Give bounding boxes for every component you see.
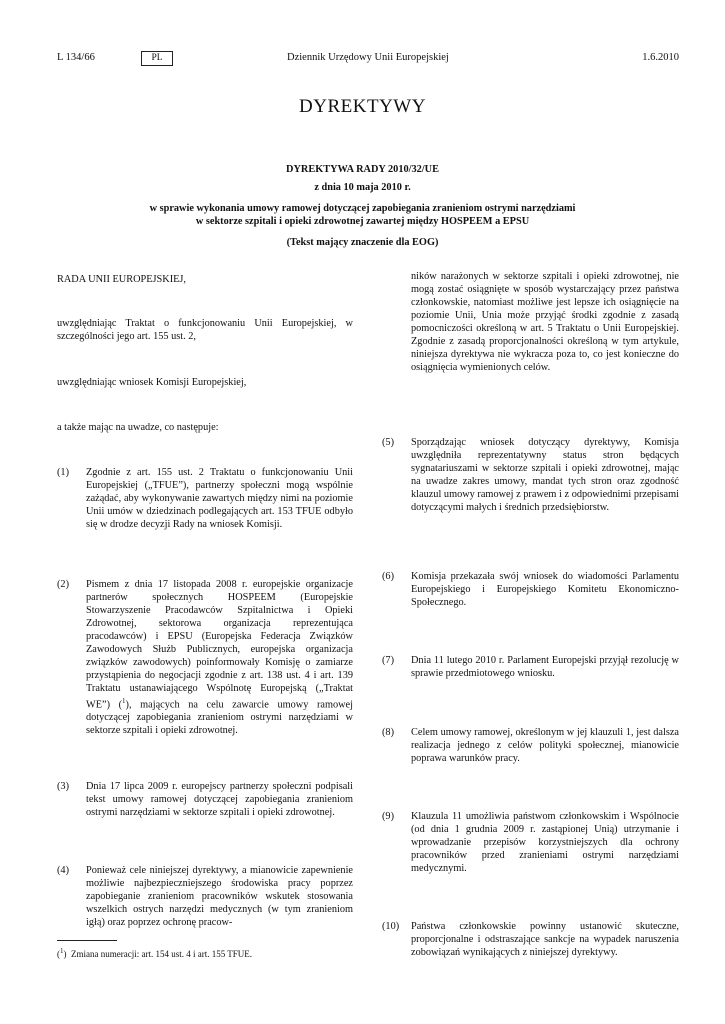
recital-5 xyxy=(382,436,679,514)
recital-text xyxy=(86,578,353,737)
recital-text: Klauzula 11 umożliwia państwom członkowskim i Wspólnocie (od dnia 1 grudnia 2009 r. zastąpionej Unią) utrzymanie i wprowadzanie przepisów korzystniejszych dla ochrony pracowników przed zranieniami ostrymi narzędziami medycznymi. xyxy=(411,811,679,874)
recital-text: Zgodnie z art. 155 ust. 2 Traktatu o funkcjonowaniu Unii Europejskiej („TFUE”), partnerzy społeczni mogą wspólnie zażądać, aby wykonywanie zawartych między nimi na poziomie Unii umów w dziedzinach podlegających art. 153 TFUE odbyło się w drodze decyzji Rady na wniosek Komisji. xyxy=(86,467,353,530)
recital-text-part: ), mających na celu zawarcie umowy ramowej dotyczącej zapobiegania zranieniom ostrymi narzędziami w sektorze szpitali i opieki zdrowotnej. xyxy=(86,699,353,737)
directive-subject-line-1: w sprawie wykonania umowy ramowej dotyczącej zapobiegania zranieniom ostrymi narzędziami xyxy=(149,203,576,214)
eea-relevance-note: (Tekst mający znaczenie dla EOG) xyxy=(286,237,439,248)
recital-text: Sporządzając wniosek dotyczący dyrektywy, Komisja uwzględniła reprezentatywny status stron będących sygnatariuszami w sektorze szpitali i opieki zdrowotnej, mając na uwadze zakres umowy, mandat tych stron oraz zgodność klauzul umowy ramowej z prawem i z odpowiednimi przepisami dotyczącymi małych i średnich przedsiębiorstw. xyxy=(411,437,679,513)
recital-text: Celem umowy ramowej, określonym w jej klauzuli 1, jest dalsza realizacja jednego z celów polityki społecznej, mianowicie poprawa warunków pracy. xyxy=(411,727,679,764)
recital-number: (3) xyxy=(57,781,70,792)
recital-number: (8) xyxy=(382,727,395,738)
recital-number: (4) xyxy=(57,865,70,876)
recital-10 xyxy=(382,920,679,959)
recital-text: Dnia 11 lutego 2010 r. Parlament Europejski przyjął rezolucję w sprawie przedmiotowego wniosku. xyxy=(411,655,679,679)
directive-date: z dnia 10 maja 2010 r. xyxy=(314,182,411,193)
footnote-text: Zmiana numeracji: art. 154 ust. 4 i art. 155 TFUE. xyxy=(71,949,253,959)
recital-4 xyxy=(57,864,353,929)
directive-subject-line-2: w sektorze szpitali i opieki zdrowotnej zawartej między HOSPEEM a EPSU xyxy=(195,216,530,227)
recital-number: (1) xyxy=(57,467,70,478)
recital-text: Dnia 17 lipca 2009 r. europejscy partnerzy społeczni podpisali tekst umowy ramowej dotyczącej zapobiegania zranieniom ostrymi narzędziami w sektorze szpitali i opieki zdrowotnej. xyxy=(86,781,353,818)
recital-text: Ponieważ cele niniejszej dyrektywy, a mianowicie zapewnienie możliwie najbezpieczniejszego środowiska pracy poprzez zapobieganie zranieniom pracowników wskutek stosowania wszelkich ostrych narzędzi medycznych (w tym zranieniom igłą) oraz poprzez ochronę pracow- xyxy=(86,865,353,928)
footnote-reference: 1 xyxy=(122,697,126,705)
recital-treaty: uwzględniając Traktat o funkcjonowaniu Unii Europejskiej, w szczególności jego art. 155 ust. 2, xyxy=(57,318,353,342)
right-column xyxy=(382,270,679,970)
language-badge: PL xyxy=(141,51,173,66)
whereas-intro: a także mając na uwadze, co następuje: xyxy=(57,422,219,433)
recital-7 xyxy=(382,654,679,680)
footnote: ($^1$) Zmiana numeracji: art. 154 ust. 4 i art. 155 TFUE. xyxy=(57,947,253,959)
council-heading: RADA UNII EUROPEJSKIEJ, xyxy=(57,274,187,285)
recital-4-continued xyxy=(382,270,679,374)
recital-2 xyxy=(57,578,353,737)
section-title: DYREKTYWY xyxy=(299,96,426,117)
recital-number: (5) xyxy=(382,437,395,448)
page-header xyxy=(57,52,679,68)
recital-number: (9) xyxy=(382,811,395,822)
recital-text-part: Pismem z dnia 17 listopada 2008 r. europejskie organizacje partnerów społecznych HOSPEEM (Europejskie Stowarzyszenie Pracodawców Szpitalnictwa i Opieki Zdrowotnej, sektorowa organizacja reprezentująca pracodawców) i EPSU (Europejska Federacja Związków Zawodowych Służb Publicznych, europejska organizacja związków zawodowych) poinformowały Komisję o zamiarze przystąpienia do negocjacji zgodnie z art. 138 ust. 4 i art. 139 Traktatu ustanawiającego Wspólnotę Europejską („Traktat WE”) ( xyxy=(86,579,353,711)
recital-1 xyxy=(57,466,353,531)
recital-text: Państwa członkowskie powinny ustanowić skuteczne, proporcjonalne i odstraszające sankcje na wypadek naruszenia zobowiązań wynikających z niniejszej dyrektywy. xyxy=(411,921,679,958)
page-reference: L 134/66 xyxy=(57,52,95,63)
footnote-mark: 1 xyxy=(60,947,64,955)
recital-number: (6) xyxy=(382,571,395,582)
recital-number: (10) xyxy=(382,921,400,932)
recital-proposal: uwzględniając wniosek Komisji Europejskiej, xyxy=(57,377,247,388)
directive-name: DYREKTYWA RADY 2010/32/UE xyxy=(286,164,439,175)
left-column xyxy=(57,270,353,940)
recital-text: Komisja przekazała swój wniosek do wiadomości Parlamentu Europejskiego i Europejskiego Komitetu Ekonomiczno-Społecznego. xyxy=(411,571,679,608)
recital-8 xyxy=(382,726,679,765)
recital-9 xyxy=(382,810,679,875)
footnote-divider xyxy=(57,940,117,941)
journal-title: Dziennik Urzędowy Unii Europejskiej xyxy=(287,52,449,63)
recital-number: (2) xyxy=(57,579,70,590)
recital-6 xyxy=(382,570,679,609)
recital-number: (7) xyxy=(382,655,395,666)
recital-text: ników narażonych w sektorze szpitali i opieki zdrowotnej, nie mogą zostać osiągnięte w sposób wystarczający przez państwa członkowskie, natomiast możliwe jest lepsze ich osiągnięcie na poziomie Unii, Unia może przyjąć środki zgodnie z zasadą pomocniczości określoną w art. 5 Traktatu o Unii Europejskiej. Zgodnie z zasadą proporcjonalności określoną w tym artykule, niniejsza dyrektywa nie wykracza poza to, co jest konieczne do osiągnięcia wymienionych celów. xyxy=(411,271,679,373)
recital-3 xyxy=(57,780,353,819)
publication-date: 1.6.2010 xyxy=(642,52,679,63)
